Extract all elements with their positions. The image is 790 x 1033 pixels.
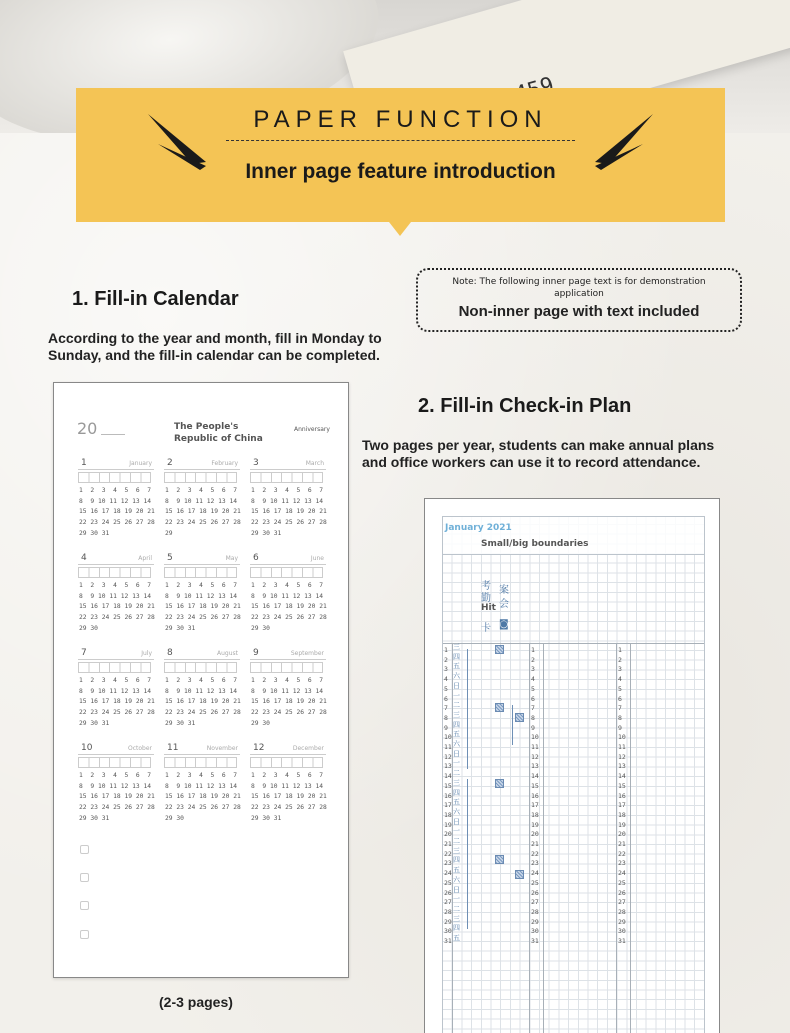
weekday-cells — [78, 567, 151, 578]
month-rule — [250, 754, 326, 755]
checkin-month: January 2021 — [445, 523, 512, 533]
month-days: 1 2 3 4 5 6 7 8 9 10 11 12 13 14 15 16 17 18 19 20 21 22 23 24 25 26 27 28 29 30 — [165, 772, 241, 822]
month-name: July — [141, 650, 152, 657]
month-name: February — [211, 460, 238, 467]
month-name: April — [138, 555, 152, 562]
month-name: November — [206, 745, 238, 752]
year-fill-line — [101, 434, 125, 435]
checkin-header — [443, 517, 704, 555]
month-days: 1 2 3 4 5 6 7 8 9 10 11 12 13 14 15 16 17 18 19 20 21 22 23 24 25 26 27 28 29 30 31 — [251, 487, 327, 537]
section2-title: 2. Fill-in Check-in Plan — [418, 395, 632, 417]
month-name: May — [225, 555, 238, 562]
hit-label: Hit — [481, 603, 496, 613]
month-rule — [78, 469, 154, 470]
month-number: 10 — [81, 743, 93, 753]
month-name: September — [290, 650, 324, 657]
note-checkbox[interactable] — [80, 901, 89, 910]
demo-note-box — [416, 268, 742, 332]
month-block-2 — [164, 458, 240, 542]
day-numbers-col1: 1 2 3 4 5 6 7 8 9 10 11 12 13 14 15 16 17 18 19 20 21 22 23 24 25 26 27 28 29 30 31 — [444, 646, 452, 946]
month-rule — [250, 564, 326, 565]
month-rule — [78, 754, 154, 755]
check-stamp — [495, 855, 504, 864]
month-days: 1 2 3 4 5 6 7 8 9 10 11 12 13 14 15 16 17 18 19 20 21 22 23 24 25 26 27 28 29 30 31 — [165, 582, 241, 632]
handwritten-note: 卡 — [481, 623, 491, 634]
month-rule — [164, 659, 240, 660]
calendar-year: 20 — [77, 419, 98, 438]
month-name: March — [305, 460, 324, 467]
day-numbers-col2: 1 2 3 4 5 6 7 8 9 10 11 12 13 14 15 16 17 18 19 20 21 22 23 24 25 26 27 28 29 30 31 — [531, 646, 539, 946]
month-name: August — [217, 650, 238, 657]
month-days: 1 2 3 4 5 6 7 8 9 10 11 12 13 14 15 16 17 18 19 20 21 22 23 24 25 26 27 28 29 30 31 — [251, 772, 327, 822]
month-number: 3 — [253, 458, 259, 468]
weekday-cells — [164, 472, 237, 483]
grid-divider — [443, 643, 704, 644]
weekday-cells — [250, 662, 323, 673]
weekday-cells — [250, 567, 323, 578]
calendar-title: The People's Republic of China — [174, 422, 263, 444]
month-number: 6 — [253, 553, 259, 563]
month-block-6 — [250, 553, 326, 637]
checkin-page — [424, 498, 720, 1033]
month-block-5 — [164, 553, 240, 637]
month-number: 2 — [167, 458, 173, 468]
anniversary-label: Anniversary — [294, 426, 330, 433]
month-rule — [78, 564, 154, 565]
note-small-text: Note: The following inner page text is for demonstration application — [452, 277, 706, 299]
month-name: December — [292, 745, 324, 752]
month-days: 1 2 3 4 5 6 7 8 9 10 11 12 13 14 15 16 17 18 19 20 21 22 23 24 25 26 27 28 29 30 — [79, 582, 155, 632]
grid-column-line — [616, 643, 617, 1033]
checkin-subtitle: Small/big boundaries — [481, 539, 589, 549]
banner-subheading: Inner page feature introduction — [245, 160, 556, 183]
grid-paper — [442, 516, 705, 1033]
weekday-cells — [164, 757, 237, 768]
day-numbers-col3: 1 2 3 4 5 6 7 8 9 10 11 12 13 14 15 16 17 18 19 20 21 22 23 24 25 26 27 28 29 30 31 — [618, 646, 626, 946]
month-name: January — [129, 460, 152, 467]
month-rule — [164, 469, 240, 470]
right-spike-icon — [595, 112, 653, 170]
month-block-9 — [250, 648, 326, 732]
month-block-11 — [164, 743, 240, 827]
month-number: 7 — [81, 648, 87, 658]
month-rule — [250, 659, 326, 660]
note-main-text: Non-inner page with text included — [458, 303, 700, 320]
handwritten-weekdays: 三 四 五 六 日 一 二 三 四 五 六 日 一 二 三 四 五 六 日 一 二 三 四 五 六 日 一 二 三 四 五 — [453, 643, 460, 943]
banner-pointer — [389, 222, 411, 236]
banner-heading: PAPER FUNCTION — [253, 106, 548, 133]
month-rule — [164, 754, 240, 755]
month-name: June — [310, 555, 324, 562]
section1-description-line1: According to the year and month, fill in Monday to — [48, 330, 382, 346]
check-stamp — [495, 703, 504, 712]
note-checkbox[interactable] — [80, 845, 89, 854]
month-days: 1 2 3 4 5 6 7 8 9 10 11 12 13 14 15 16 17 18 19 20 21 22 23 24 25 26 27 28 29 30 31 — [79, 677, 155, 727]
handwritten-note: 会 — [499, 599, 509, 610]
progress-line — [467, 779, 468, 929]
check-stamp — [495, 779, 504, 788]
month-block-3 — [250, 458, 326, 542]
month-number: 9 — [253, 648, 259, 658]
section1-description-line2: Sunday, and the fill-in calendar can be completed. — [48, 347, 380, 363]
check-stamp — [495, 645, 504, 654]
handwritten-note: 案 — [499, 585, 509, 596]
month-block-8 — [164, 648, 240, 732]
month-rule — [164, 564, 240, 565]
month-number: 4 — [81, 553, 87, 563]
banner-divider — [226, 140, 575, 141]
calendar-page — [53, 382, 349, 978]
paper-function-banner — [76, 88, 725, 222]
weekday-cells — [164, 662, 237, 673]
month-block-1 — [78, 458, 154, 542]
calendar-caption: (2-3 pages) — [159, 994, 233, 1010]
month-rule — [250, 469, 326, 470]
check-stamp — [515, 713, 524, 722]
section2-description-line1: Two pages per year, students can make annual plans — [362, 437, 715, 453]
check-stamp — [515, 870, 524, 879]
left-spike-icon — [148, 112, 206, 170]
weekday-cells — [78, 662, 151, 673]
weekday-cells — [250, 757, 323, 768]
month-block-4 — [78, 553, 154, 637]
weekday-cells — [250, 472, 323, 483]
month-days: 1 2 3 4 5 6 7 8 9 10 11 12 13 14 15 16 17 18 19 20 21 22 23 24 25 26 27 28 29 30 31 — [165, 677, 241, 727]
month-number: 5 — [167, 553, 173, 563]
month-block-7 — [78, 648, 154, 732]
weekday-cells — [164, 567, 237, 578]
month-number: 12 — [253, 743, 265, 753]
month-days: 1 2 3 4 5 6 7 8 9 10 11 12 13 14 15 16 17 18 19 20 21 22 23 24 25 26 27 28 29 — [165, 487, 241, 537]
stamp-icon: ◙ — [499, 619, 509, 630]
month-days: 1 2 3 4 5 6 7 8 9 10 11 12 13 14 15 16 17 18 19 20 21 22 23 24 25 26 27 28 29 30 — [251, 677, 327, 727]
month-block-12 — [250, 743, 326, 827]
handwritten-note: 考 — [481, 581, 491, 592]
month-block-10 — [78, 743, 154, 827]
weekday-cells — [78, 757, 151, 768]
month-rule — [78, 659, 154, 660]
progress-line — [467, 649, 468, 769]
note-checkbox[interactable] — [80, 873, 89, 882]
month-name: October — [127, 745, 152, 752]
handwritten-note: 勤 — [481, 593, 491, 604]
month-number: 11 — [167, 743, 179, 753]
progress-line — [512, 705, 513, 745]
grid-column-line — [529, 643, 530, 1033]
month-days: 1 2 3 4 5 6 7 8 9 10 11 12 13 14 15 16 17 18 19 20 21 22 23 24 25 26 27 28 29 30 — [251, 582, 327, 632]
note-checkbox[interactable] — [80, 930, 89, 939]
month-number: 1 — [81, 458, 87, 468]
month-number: 8 — [167, 648, 173, 658]
section1-title: 1. Fill-in Calendar — [72, 288, 239, 310]
month-days: 1 2 3 4 5 6 7 8 9 10 11 12 13 14 15 16 17 18 19 20 21 22 23 24 25 26 27 28 29 30 31 — [79, 487, 155, 537]
section2-description-line2: and office workers can use it to record attendance. — [362, 454, 701, 470]
weekday-cells — [78, 472, 151, 483]
month-days: 1 2 3 4 5 6 7 8 9 10 11 12 13 14 15 16 17 18 19 20 21 22 23 24 25 26 27 28 29 30 31 — [79, 772, 155, 822]
